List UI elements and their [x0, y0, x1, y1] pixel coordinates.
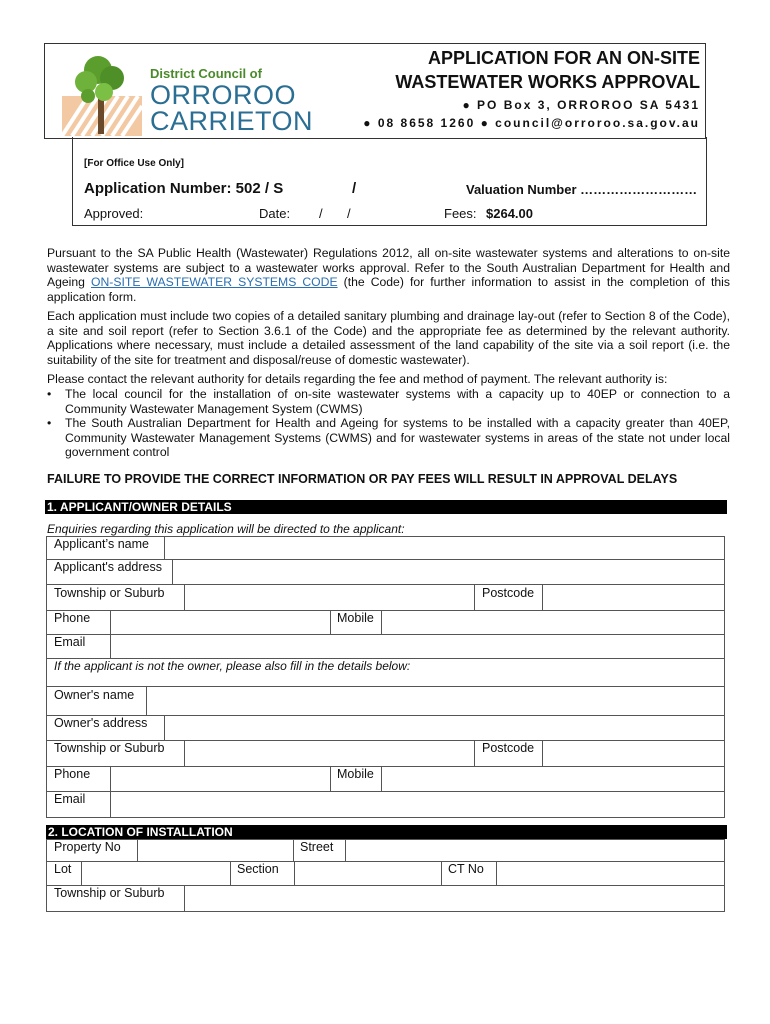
form-title-line2: WASTEWATER WORKS APPROVAL	[395, 72, 700, 92]
street-input[interactable]	[345, 839, 725, 862]
intro-paragraph-3: Please contact the relevant authority for details regarding the fee and method of payment. The relevant authority is:	[47, 372, 668, 386]
township-label: Township or Suburb	[54, 586, 165, 600]
mobile-label: Mobile	[337, 611, 374, 625]
enquiries-note: Enquiries regarding this application will be directed to the applicant:	[47, 522, 405, 536]
code-link[interactable]: ON-SITE WASTEWATER SYSTEMS CODE	[91, 275, 338, 289]
township-input[interactable]	[184, 584, 475, 611]
applicant-address-label: Applicant's address	[54, 560, 163, 574]
owner-email-label: Email	[54, 792, 86, 806]
phone-input[interactable]	[110, 610, 331, 635]
application-number-label: Application Number: 502 / S	[84, 180, 284, 197]
bullet-icon: •	[47, 416, 52, 430]
property-no-label: Property No	[54, 840, 121, 854]
owner-postcode-label: Postcode	[482, 741, 535, 755]
owner-email-input[interactable]	[110, 791, 725, 818]
owner-address-label: Owner's address	[54, 716, 148, 730]
fees-value: $264.00	[486, 206, 533, 221]
council-postal-address: ● PO Box 3, ORROROO SA 5431	[462, 98, 700, 112]
postcode-input[interactable]	[542, 584, 725, 611]
council-name-line2: CARRIETON	[150, 106, 314, 136]
council-name-line1: ORROROO	[150, 80, 297, 110]
owner-township-input[interactable]	[184, 740, 475, 767]
mobile-input[interactable]	[381, 610, 725, 635]
owner-postcode-input[interactable]	[542, 740, 725, 767]
application-number-slash: /	[352, 180, 357, 197]
list-item: • The South Australian Department for Health and Ageing for systems to be installed with a capacity greater than 40EP, Community Wastewater Management Systems (CWMS) and for wastewater systems in areas of the state not under local government control	[47, 416, 730, 459]
form-title-line1: APPLICATION FOR AN ON-SITE	[428, 48, 700, 68]
section1-heading: 1. APPLICANT/OWNER DETAILS	[45, 500, 727, 514]
owner-phone-label: Phone	[54, 767, 91, 781]
intro-paragraph-1: Pursuant to the SA Public Health (Wastewater) Regulations 2012, all on-site wastewater systems and alterations to on-site wastewater systems are subject to a wastewater works approval. Refer to the South Australian Department for Health and Ageing ON-SITE WASTEWATER SYSTEMS CODE (the Code) for further information to assist in the completion of this application form.	[47, 246, 730, 304]
email-input[interactable]	[110, 634, 725, 659]
owner-mobile-label: Mobile	[337, 767, 374, 781]
owner-address-input[interactable]	[164, 715, 725, 741]
applicant-name-label: Applicant’s name	[54, 537, 149, 551]
date-label: Date:	[259, 206, 291, 221]
bullet-icon: •	[47, 387, 52, 401]
location-township-label: Township or Suburb	[54, 886, 165, 900]
valuation-number-label: Valuation Number ………………………	[466, 182, 698, 197]
council-small-text: District Council of	[150, 66, 262, 81]
date-slash-2: /	[347, 206, 351, 221]
list-item: • The local council for the installation of on-site wastewater systems with a capacity up to 40EP or connection to a Community Wastewater Management System (CWMS)	[47, 387, 730, 416]
lot-input[interactable]	[81, 861, 231, 886]
owner-mobile-input[interactable]	[381, 766, 725, 792]
owner-name-label: Owner's name	[54, 688, 135, 702]
ct-no-label: CT No	[448, 862, 484, 876]
location-township-input[interactable]	[184, 885, 725, 912]
ct-no-input[interactable]	[496, 861, 725, 886]
fees-label: Fees:	[444, 206, 477, 221]
property-no-input[interactable]	[137, 839, 294, 862]
lot-label: Lot	[54, 862, 72, 876]
phone-label: Phone	[54, 611, 91, 625]
owner-township-label: Township or Suburb	[54, 741, 165, 755]
applicant-name-input[interactable]	[164, 536, 725, 560]
section-input[interactable]	[294, 861, 442, 886]
street-label: Street	[300, 840, 334, 854]
section-label: Section	[237, 862, 279, 876]
intro-paragraph-2: Each application must include two copies of a detailed sanitary plumbing and drainage lay-out (refer to Section 8 of the Code), a site and soil report (refer to Section 3.6.1 of the Code) and the appropriate fee as determined by the relevant authority. Applications where necessary, must include a detailed assessment of the land capability of the site via a soil report (i.e. the suitability of the site for treatment and disposal/reuse of domestic wastewater).	[47, 309, 730, 367]
failure-warning: FAILURE TO PROVIDE THE CORRECT INFORMATION OR PAY FEES WILL RESULT IN APPROVAL DELAYS	[47, 472, 678, 486]
office-use-note: [For Office Use Only]	[84, 158, 185, 169]
email-label: Email	[54, 635, 86, 649]
owner-phone-input[interactable]	[110, 766, 331, 792]
council-contact-details: ● 08 8658 1260 ● council@orroroo.sa.gov.au	[363, 116, 700, 130]
date-slash-1: /	[319, 206, 323, 221]
applicant-address-input[interactable]	[172, 559, 725, 585]
owner-name-input[interactable]	[146, 686, 725, 716]
section2-heading: 2. LOCATION OF INSTALLATION	[46, 825, 727, 839]
postcode-label: Postcode	[482, 586, 535, 600]
owner-note: If the applicant is not the owner, please also fill in the details below:	[54, 659, 411, 673]
approved-label: Approved:	[84, 206, 144, 221]
